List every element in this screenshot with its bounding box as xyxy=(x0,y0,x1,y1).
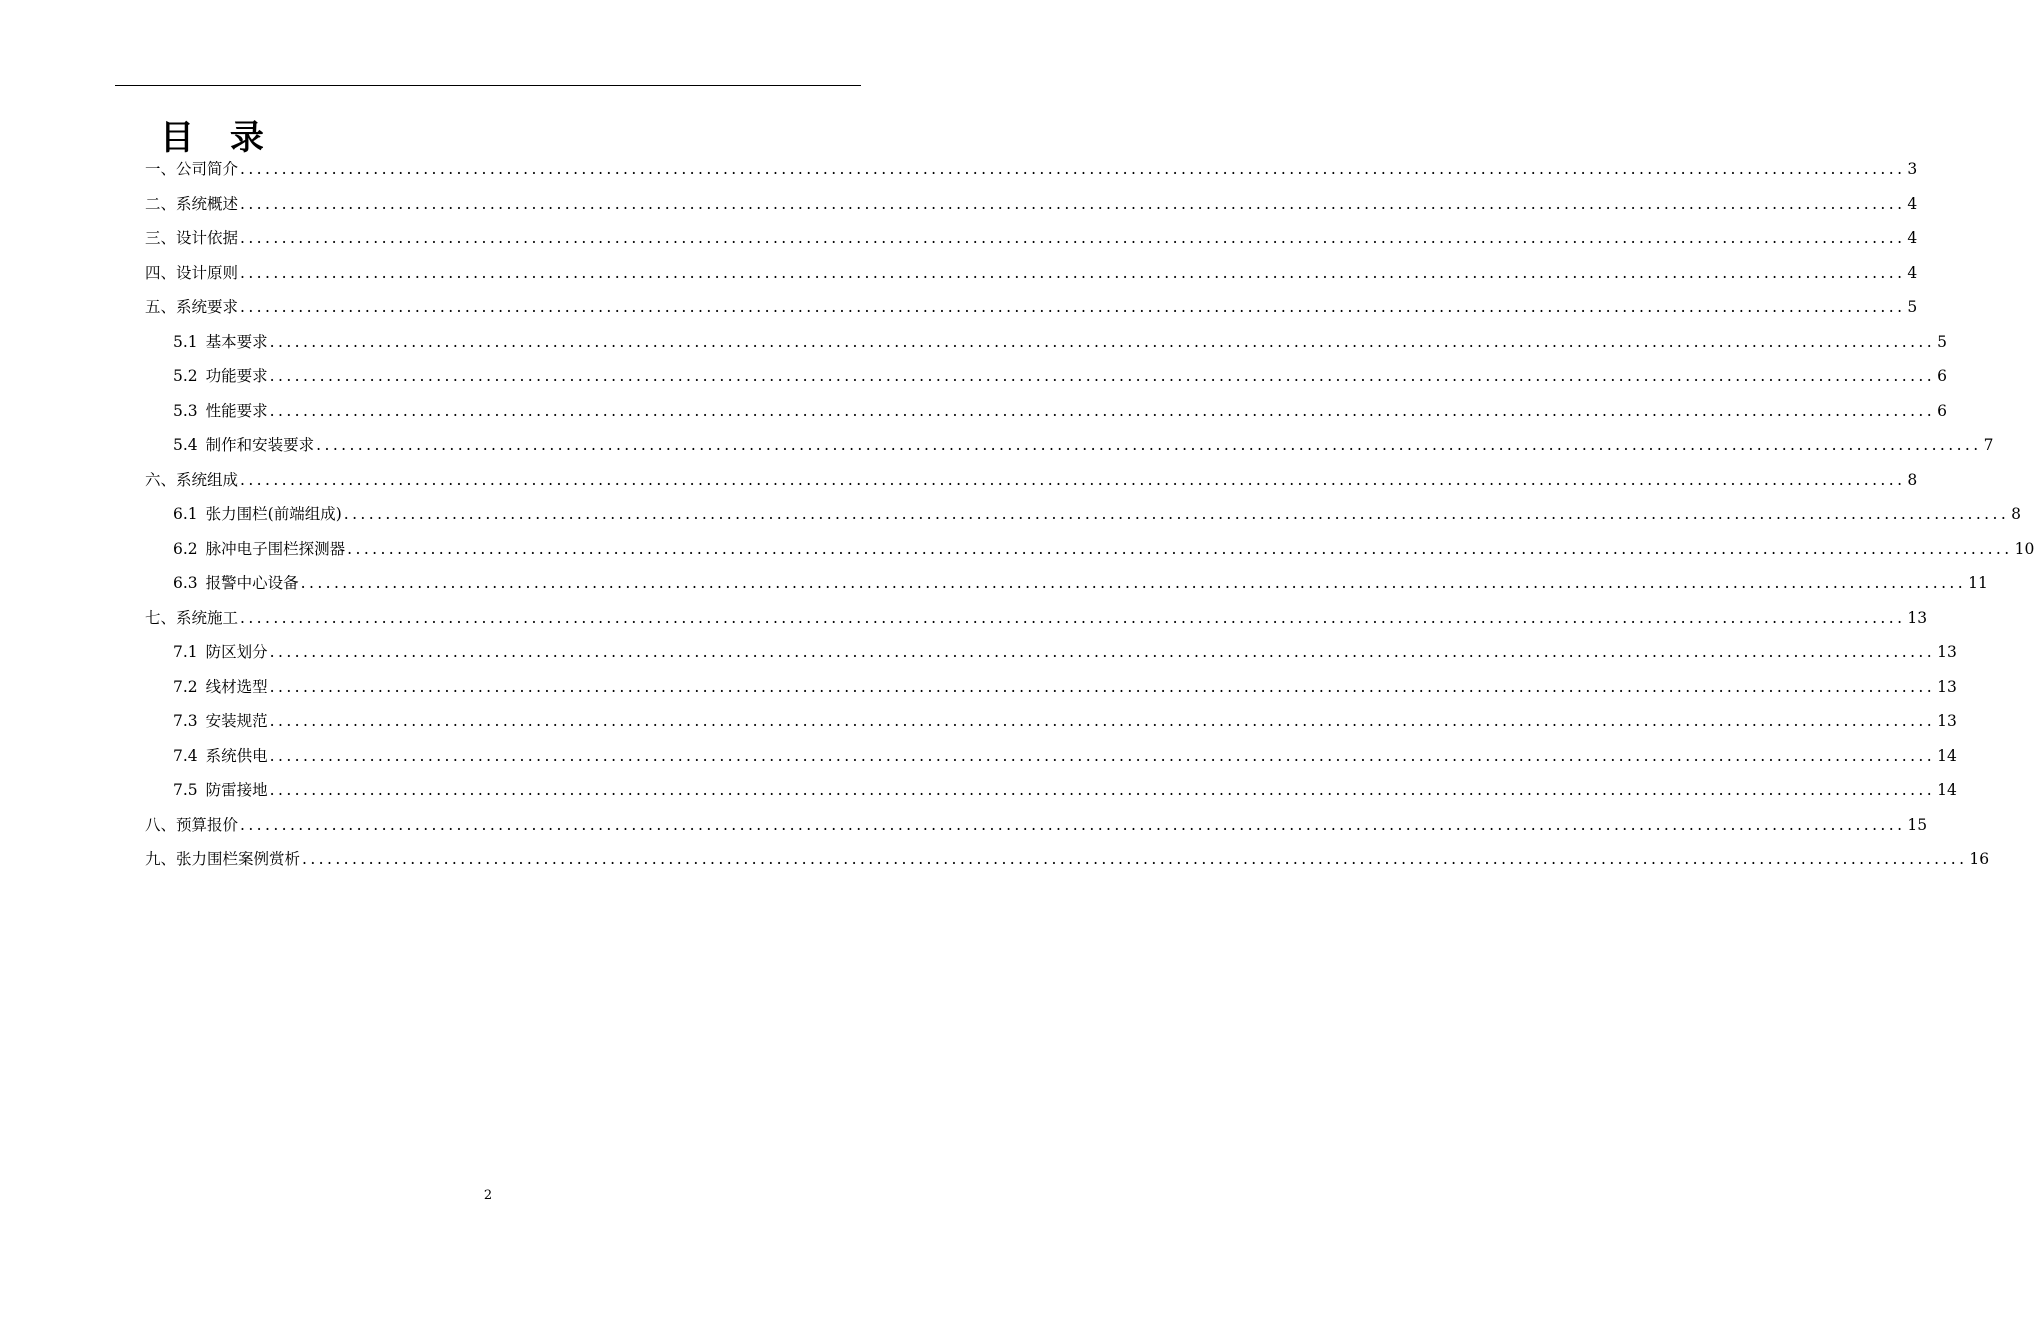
header-rule xyxy=(115,85,861,86)
toc-entry-page: 13 xyxy=(1937,712,1957,730)
toc-entry-title: 防雷接地 xyxy=(205,781,268,799)
toc-entry-title: 张力围栏(前端组成) xyxy=(205,505,342,523)
toc-dot-leader: ........................................................................................................................................................................................................ xyxy=(240,160,1906,178)
toc-dot-leader: ........................................................................................................................................................................................................ xyxy=(240,470,1906,489)
toc-entry-title: 防区划分 xyxy=(205,643,268,661)
toc-dot-leader: ........................................................................................................................................................................................................ xyxy=(269,401,1936,420)
toc-subentry[interactable] xyxy=(145,704,1957,739)
toc-entry-title: 报警中心设备 xyxy=(205,574,299,592)
toc-dot-leader: ........................................................................................................................................................................................................ xyxy=(240,263,1906,282)
toc-dot-leader: ........................................................................................................................................................................................................ xyxy=(269,781,1936,799)
toc-entry[interactable] xyxy=(145,221,1918,256)
toc-dot-leader: ........................................................................................................................................................................................................ xyxy=(347,539,2013,558)
toc-entry-page: 6 xyxy=(1937,367,1947,385)
toc-dot-leader: ........................................................................................................................................................................................................ xyxy=(240,229,1906,247)
toc-subentry[interactable] xyxy=(145,670,1957,705)
toc-entry-page: 3 xyxy=(1907,160,1918,178)
toc-dot-leader: ........................................................................................................................................................................................................ xyxy=(302,850,1968,868)
toc-dot-leader: ........................................................................................................................................................................................................ xyxy=(240,608,1906,627)
toc-entry[interactable] xyxy=(145,842,1990,877)
toc-subentry[interactable] xyxy=(145,635,1957,670)
toc-subentry[interactable] xyxy=(145,497,2022,532)
toc-entry-number: 7.3 xyxy=(173,712,198,730)
toc-entry-title: 九、张力围栏案例赏析 xyxy=(145,850,301,868)
toc-entry[interactable] xyxy=(145,463,1918,498)
toc-entry-title: 安装规范 xyxy=(205,712,268,730)
toc-subentry[interactable] xyxy=(145,428,1994,463)
toc-entry-title: 一、公司简介 xyxy=(145,160,239,178)
toc-dot-leader: ........................................................................................................................................................................................................ xyxy=(240,298,1906,316)
toc-subentry[interactable] xyxy=(145,394,1947,429)
table-of-contents xyxy=(145,152,2034,877)
toc-entry-title: 二、系统概述 xyxy=(145,194,239,213)
toc-entry-page: 6 xyxy=(1937,401,1947,420)
toc-entry-page: 16 xyxy=(1969,850,1990,868)
toc-entry-title: 八、预算报价 xyxy=(145,815,239,834)
toc-entry-number: 5.4 xyxy=(173,436,198,454)
toc-entry-page: 5 xyxy=(1907,298,1918,316)
toc-entry-page: 8 xyxy=(1907,470,1918,489)
page-title: 目 录 xyxy=(160,118,276,158)
toc-entry-number: 5.3 xyxy=(173,401,198,420)
toc-entry-number: 6.1 xyxy=(173,505,198,523)
toc-entry-title: 脉冲电子围栏探测器 xyxy=(205,539,346,558)
toc-entry-title: 五、系统要求 xyxy=(145,298,239,316)
toc-entry-page: 15 xyxy=(1907,815,1928,834)
toc-entry-number: 5.1 xyxy=(173,332,198,351)
toc-entry-number: 6.2 xyxy=(173,539,198,558)
toc-subentry[interactable] xyxy=(145,773,1957,808)
toc-entry-number: 6.3 xyxy=(173,574,198,592)
toc-entry-page: 11 xyxy=(1968,574,1988,592)
toc-dot-leader: ........................................................................................................................................................................................................ xyxy=(300,574,1967,592)
toc-entry-page: 8 xyxy=(2011,505,2022,523)
toc-entry-title: 基本要求 xyxy=(205,332,268,351)
toc-dot-leader: ........................................................................................................................................................................................................ xyxy=(269,643,1936,661)
toc-subentry[interactable] xyxy=(145,325,1947,360)
toc-subentry[interactable] xyxy=(145,359,1947,394)
toc-entry[interactable] xyxy=(145,290,1918,325)
toc-entry-number: 7.1 xyxy=(173,643,198,661)
toc-dot-leader: ........................................................................................................................................................................................................ xyxy=(269,746,1936,765)
toc-entry-page: 13 xyxy=(1937,643,1957,661)
toc-entry-title: 七、系统施工 xyxy=(145,608,239,627)
toc-entry-page: 14 xyxy=(1937,746,1957,765)
toc-entry[interactable] xyxy=(145,808,1928,843)
toc-entry-title: 功能要求 xyxy=(205,367,268,385)
toc-entry-title: 系统供电 xyxy=(205,746,268,765)
toc-entry-page: 14 xyxy=(1937,781,1957,799)
toc-entry-number: 5.2 xyxy=(173,367,198,385)
toc-entry-page: 4 xyxy=(1907,263,1918,282)
toc-subentry[interactable] xyxy=(145,739,1957,774)
toc-entry[interactable] xyxy=(145,152,1918,187)
toc-entry-page: 7 xyxy=(1983,436,1994,454)
toc-entry[interactable] xyxy=(145,601,1928,636)
toc-entry-title: 四、设计原则 xyxy=(145,263,239,282)
toc-dot-leader: ........................................................................................................................................................................................................ xyxy=(269,712,1936,730)
toc-entry[interactable] xyxy=(145,256,1918,291)
toc-entry[interactable] xyxy=(145,187,1918,222)
toc-dot-leader: ........................................................................................................................................................................................................ xyxy=(269,677,1936,696)
toc-entry-number: 7.2 xyxy=(173,677,198,696)
page-number: 2 xyxy=(483,1188,493,1203)
toc-subentry[interactable] xyxy=(145,532,2034,567)
toc-entry-title: 三、设计依据 xyxy=(145,229,239,247)
toc-entry-page: 10 xyxy=(2014,539,2034,558)
toc-entry-number: 7.4 xyxy=(173,746,198,765)
toc-dot-leader: ........................................................................................................................................................................................................ xyxy=(240,815,1906,834)
toc-entry-page: 5 xyxy=(1937,332,1947,351)
toc-entry-number: 7.5 xyxy=(173,781,198,799)
toc-dot-leader: ........................................................................................................................................................................................................ xyxy=(343,505,2010,523)
toc-entry-title: 性能要求 xyxy=(205,401,268,420)
toc-entry-page: 13 xyxy=(1937,677,1957,696)
toc-entry-title: 六、系统组成 xyxy=(145,470,239,489)
toc-entry-page: 13 xyxy=(1907,608,1928,627)
toc-entry-title: 制作和安装要求 xyxy=(205,436,315,454)
toc-dot-leader: ........................................................................................................................................................................................................ xyxy=(240,194,1906,213)
toc-dot-leader: ........................................................................................................................................................................................................ xyxy=(269,367,1936,385)
toc-dot-leader: ........................................................................................................................................................................................................ xyxy=(269,332,1936,351)
toc-entry-page: 4 xyxy=(1907,229,1918,247)
toc-dot-leader: ........................................................................................................................................................................................................ xyxy=(316,436,1982,454)
toc-subentry[interactable] xyxy=(145,566,1988,601)
toc-entry-page: 4 xyxy=(1907,194,1918,213)
toc-entry-title: 线材选型 xyxy=(205,677,268,696)
